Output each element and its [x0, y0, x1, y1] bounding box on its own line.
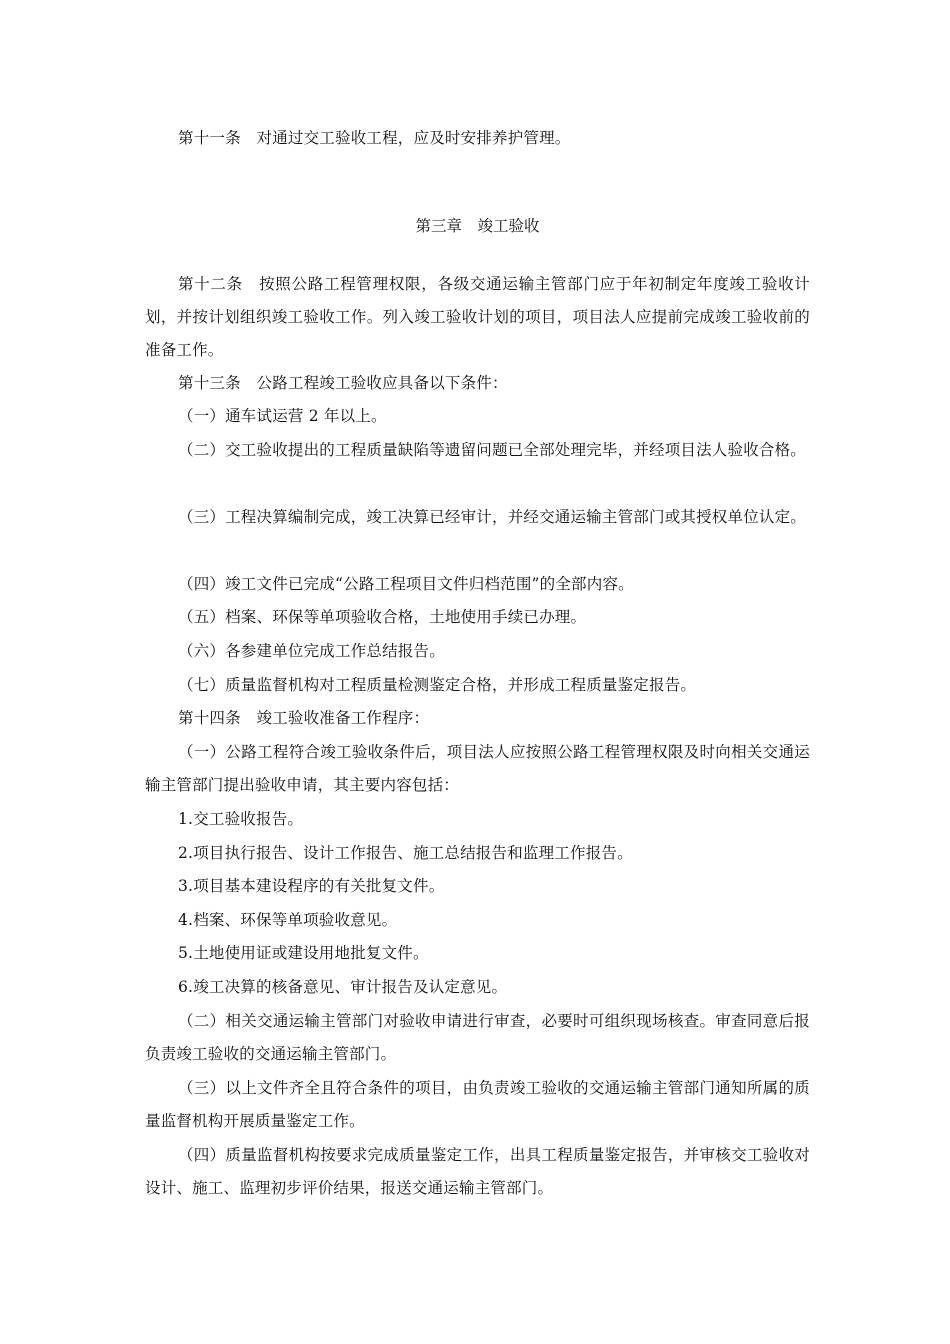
article-13: 第十三条 公路工程竣工验收应具备以下条件： — [178, 374, 508, 392]
article-12: 第十二条 按照公路工程管理权限，各级交通运输主管部门应于年初制定年度竣工验收计划，并按计划组织竣工验收工作。列入竣工验收计划的项目，项目法人应提前完成竣工验收前的准备工作。 — [145, 275, 810, 359]
article-14-sub-item-2: 2.项目执行报告、设计工作报告、施工总结报告和监理工作报告。 — [178, 844, 633, 862]
article-14-item-2: （二）相关交通运输主管部门对验收申请进行审查，必要时可组织现场核查。审查同意后报负责竣工验收的交通运输主管部门。 — [145, 1012, 810, 1063]
article-14-item-3: （三）以上文件齐全且符合条件的项目，由负责竣工验收的交通运输主管部门通知所属的质量监督机构开展质量鉴定工作。 — [145, 1079, 810, 1130]
article-13-item-5: （五）档案、环保等单项验收合格，土地使用手续已办理。 — [178, 608, 587, 626]
article-13-item-1: （一）通车试运营 2 年以上。 — [178, 407, 387, 425]
article-13-item-7: （七）质量监督机构对工程质量检测鉴定合格，并形成工程质量鉴定报告。 — [178, 676, 697, 694]
article-11: 第十一条 对通过交工验收工程，应及时安排养护管理。 — [178, 129, 571, 147]
article-14-sub-item-4: 4.档案、环保等单项验收意见。 — [178, 911, 398, 929]
chapter-heading: 第三章 竣工验收 — [415, 217, 540, 235]
article-14-sub-item-6: 6.竣工决算的核备意见、审计报告及认定意见。 — [178, 978, 508, 996]
article-13-item-4: （四）竣工文件已完成“公路工程项目文件归档范围”的全部内容。 — [178, 575, 634, 593]
article-13-item-2: （二）交工验收提出的工程质量缺陷等遗留问题已全部处理完毕，并经项目法人验收合格。 — [178, 441, 807, 459]
article-14: 第十四条 竣工验收准备工作程序： — [178, 709, 430, 727]
article-13-item-6: （六）各参建单位完成工作总结报告。 — [178, 642, 445, 660]
article-13-item-3: （三）工程决算编制完成，竣工决算已经审计，并经交通运输主管部门或其授权单位认定。 — [178, 508, 807, 526]
article-14-item-4: （四）质量监督机构按要求完成质量鉴定工作，出具工程质量鉴定报告，并审核交工验收对设计、施工、监理初步评价结果，报送交通运输主管部门。 — [145, 1146, 810, 1197]
article-14-sub-item-5: 5.土地使用证或建设用地批复文件。 — [178, 944, 429, 962]
article-14-item-1: （一）公路工程符合竣工验收条件后，项目法人应按照公路工程管理权限及时向相关交通运输主管部门提出验收申请，其主要内容包括： — [145, 743, 810, 794]
article-14-sub-item-1: 1.交工验收报告。 — [178, 810, 304, 828]
article-14-sub-item-3: 3.项目基本建设程序的有关批复文件。 — [178, 877, 445, 895]
